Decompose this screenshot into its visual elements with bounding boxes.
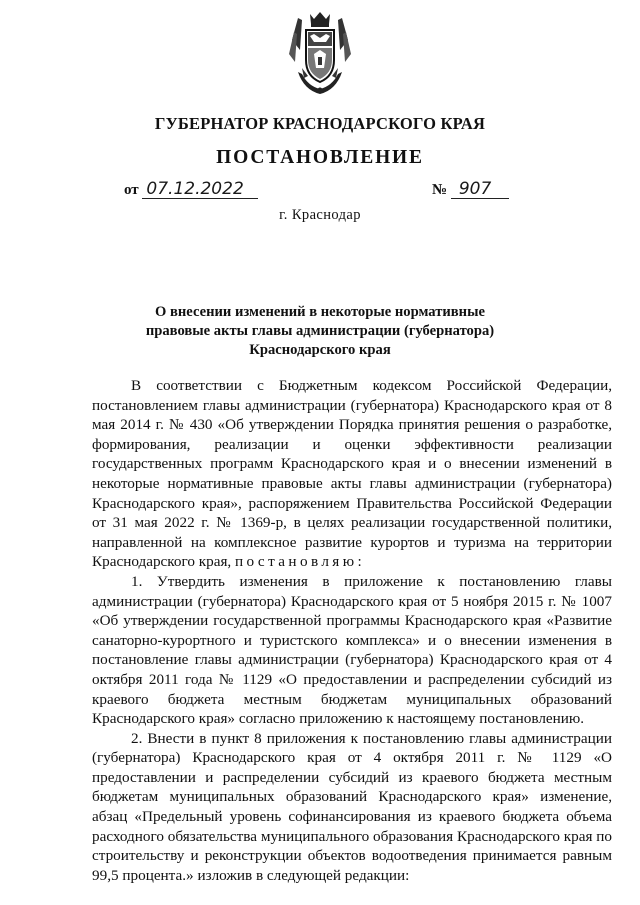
preamble-text: В соответствии с Бюджетным кодексом Российской Федерации, постановлением главы администрации (губернатора) Краснодарского края от 8 мая 2014 г. № 430 «Об утверждении Порядка принятия решения о разработке, формирования, реализации и оценки эффективности реализации государственных программ Краснодарского края и о внесении изменений в некоторые нормативные правовые акты главы администрации (губернатора) Краснодарского края», распоряжением Правительства Российской Федерации от 31 мая 2022 г. № 1369-р, в целях реализации государственной политики, направленной на комплексное развитие курортов и туризма на территории Краснодарского края, [92,377,612,571]
document-type-heading: ПОСТАНОВЛЕНИЕ [216,147,424,168]
resolving-word: постановляю: [235,553,366,571]
date-line [124,180,258,199]
document-body [92,376,612,885]
preamble-paragraph [92,376,612,572]
handwritten-number: 907 [451,180,509,199]
number-line [432,180,509,199]
handwritten-date: 07.12.2022 [142,180,257,199]
date-prefix: от [124,182,139,198]
city-label: г. Краснодар [279,207,361,223]
coat-of-arms-icon [284,10,356,96]
clause-2-paragraph: 2. Внести в пункт 8 приложения к постановлению главы администрации (губернатора) Краснодарского края от 4 октября 2011 г. № 1129 «О предоставлении и распределении субсидий из краевого бюджета местным бюджетам муниципальных образований Краснодарского края» изменение, абзац «Предельный уровень софинансирования из краевого бюджета объема расходного обязательства муниципального образования Краснодарского края по строительству и реконструкции объектов водоотведения принимается равным 99,5 процента.» изложив в следующей редакции: [92,729,612,884]
title-line-1: О внесении изменений в некоторые нормативные [155,304,485,320]
authority-heading: ГУБЕРНАТОР КРАСНОДАРСКОГО КРАЯ [154,114,486,133]
title-line-2: правовые акты главы администрации (губернатора) [145,323,495,339]
number-prefix: № [432,182,448,198]
title-line-3: Краснодарского края [249,342,391,358]
document-title [120,303,520,360]
clause-1-paragraph: 1. Утвердить изменения в приложение к постановлению главы администрации (губернатора) Краснодарского края от 5 ноября 2015 г. № 1007 «Об утверждении государственной программы Краснодарского края «Развитие санаторно-курортного и туристского комплекса» и о внесении изменения в постановление главы администрации (губернатора) Краснодарского края от 4 октября 2011 года № 1129 «О предоставлении и распределении субсидий из краевого бюджета местным бюджетам муниципальных образований Краснодарского края» согласно приложению к настоящему постановлению. [92,572,612,728]
